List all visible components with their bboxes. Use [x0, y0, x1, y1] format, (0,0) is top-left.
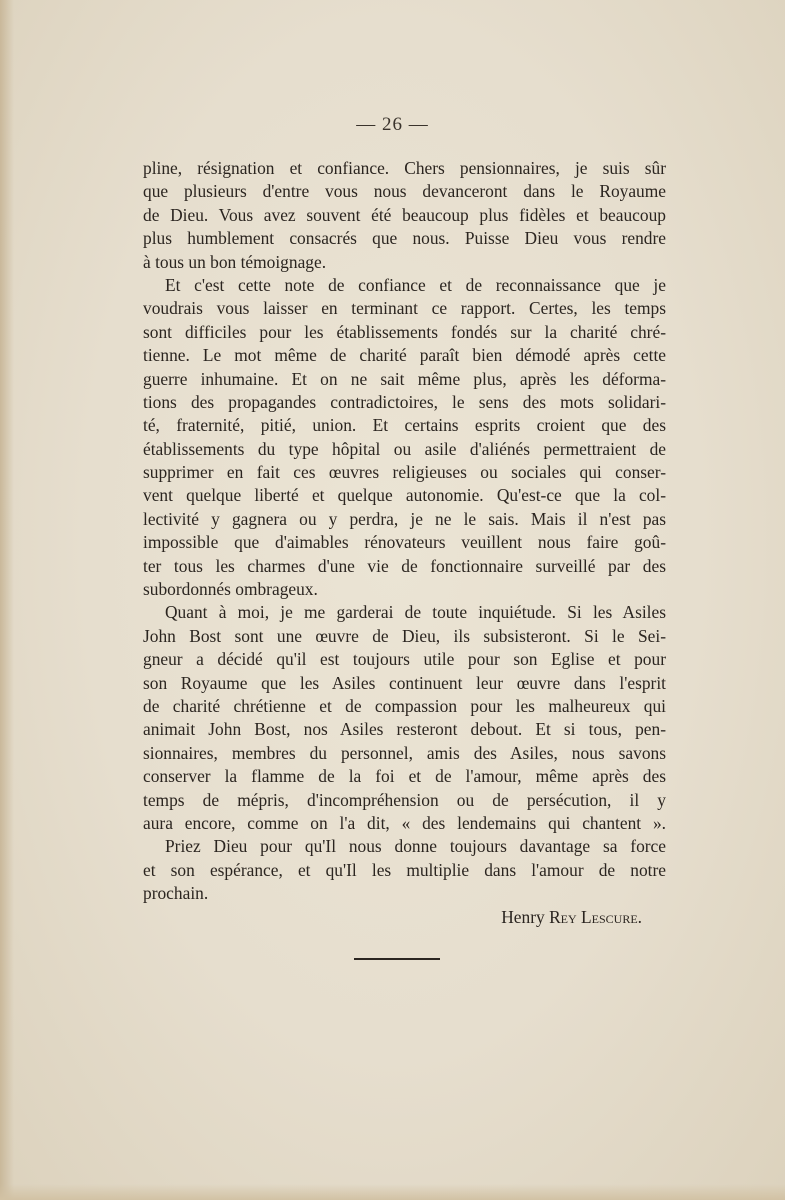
signature [143, 906, 666, 929]
text-line: temps de mépris, d'incompréhension ou de persécution, il y [143, 789, 666, 810]
signature-last-name: Rey Lescure. [549, 906, 642, 927]
text-line: tions des propagandes contradictoires, le sens des mots solidari- [143, 391, 666, 412]
text-line: impossible que d'aimables rénovateurs veuillent nous faire goû- [143, 532, 666, 553]
text-line: prochain. [143, 883, 209, 904]
text-line: té, fraternité, pitié, union. Et certains esprits croient que des [143, 415, 666, 436]
text-line: et son espérance, et qu'Il les multiplie dans l'amour de notre [143, 859, 666, 880]
text-line: plus humblement consacrés que nous. Puisse Dieu vous rendre [143, 228, 666, 249]
text-line: à tous un bon témoignage. [143, 251, 327, 272]
text-line: Priez Dieu pour qu'Il nous donne toujours davantage sa force [165, 836, 666, 857]
closing-rule [354, 958, 440, 960]
body-text [143, 157, 666, 929]
text-line: John Bost sont une œuvre de Dieu, ils subsisteront. Si le Sei- [143, 625, 666, 646]
page-number: — 26 — [356, 114, 429, 135]
text-line: sionnaires, membres du personnel, amis des Asiles, nous savons [143, 742, 666, 763]
text-line: son Royaume que les Asiles continuent leur œuvre dans l'esprit [143, 672, 666, 693]
text-lines [143, 157, 666, 906]
text-line: que plusieurs d'entre vous nous devanceront dans le Royaume [143, 181, 666, 202]
text-line: animait John Bost, nos Asiles resteront debout. Et si tous, pen- [143, 719, 666, 740]
text-line: tienne. Le mot même de charité paraît bien démodé après cette [143, 345, 666, 366]
text-line: voudrais vous laisser en terminant ce rapport. Certes, les temps [143, 298, 666, 319]
page-edge-shadow-bottom [0, 1184, 785, 1200]
text-line: conserver la flamme de la foi et de l'amour, même après des [143, 766, 666, 787]
text-line: ter tous les charmes d'une vie de fonctionnaire surveillé par des [143, 555, 666, 576]
text-line: pline, résignation et confiance. Chers pensionnaires, je suis sûr [143, 158, 666, 178]
text-line: de charité chrétienne et de compassion pour les malheureux qui [143, 695, 666, 716]
text-line: Et c'est cette note de confiance et de reconnaissance que je [165, 274, 666, 295]
signature-first-name: Henry [501, 906, 545, 927]
text-line: subordonnés ombrageux. [143, 579, 318, 600]
text-line: Quant à moi, je me garderai de toute inquiétude. Si les Asiles [165, 602, 666, 623]
text-line: guerre inhumaine. Et on ne sait même plus, après les déforma- [143, 368, 666, 389]
text-line: sont difficiles pour les établissements fondés sur la charité chré- [143, 321, 666, 342]
text-line: supprimer en fait ces œuvres religieuses ou sociales qui conser- [143, 462, 666, 483]
text-line: gneur a décidé qu'il est toujours utile pour son Eglise et pour [143, 649, 666, 670]
text-line: lectivité y gagnera ou y perdra, je ne le sais. Mais il n'est pas [143, 508, 666, 529]
page-edge-shadow-left [0, 0, 14, 1200]
text-line: établissements du type hôpital ou asile d'aliénés permettraient de [143, 438, 666, 459]
text-line: de Dieu. Vous avez souvent été beaucoup plus fidèles et beaucoup [143, 204, 666, 225]
text-line: vent quelque liberté et quelque autonomie. Qu'est-ce que la col- [143, 485, 666, 506]
text-line: aura encore, comme on l'a dit, « des lendemains qui chantent ». [143, 812, 666, 833]
